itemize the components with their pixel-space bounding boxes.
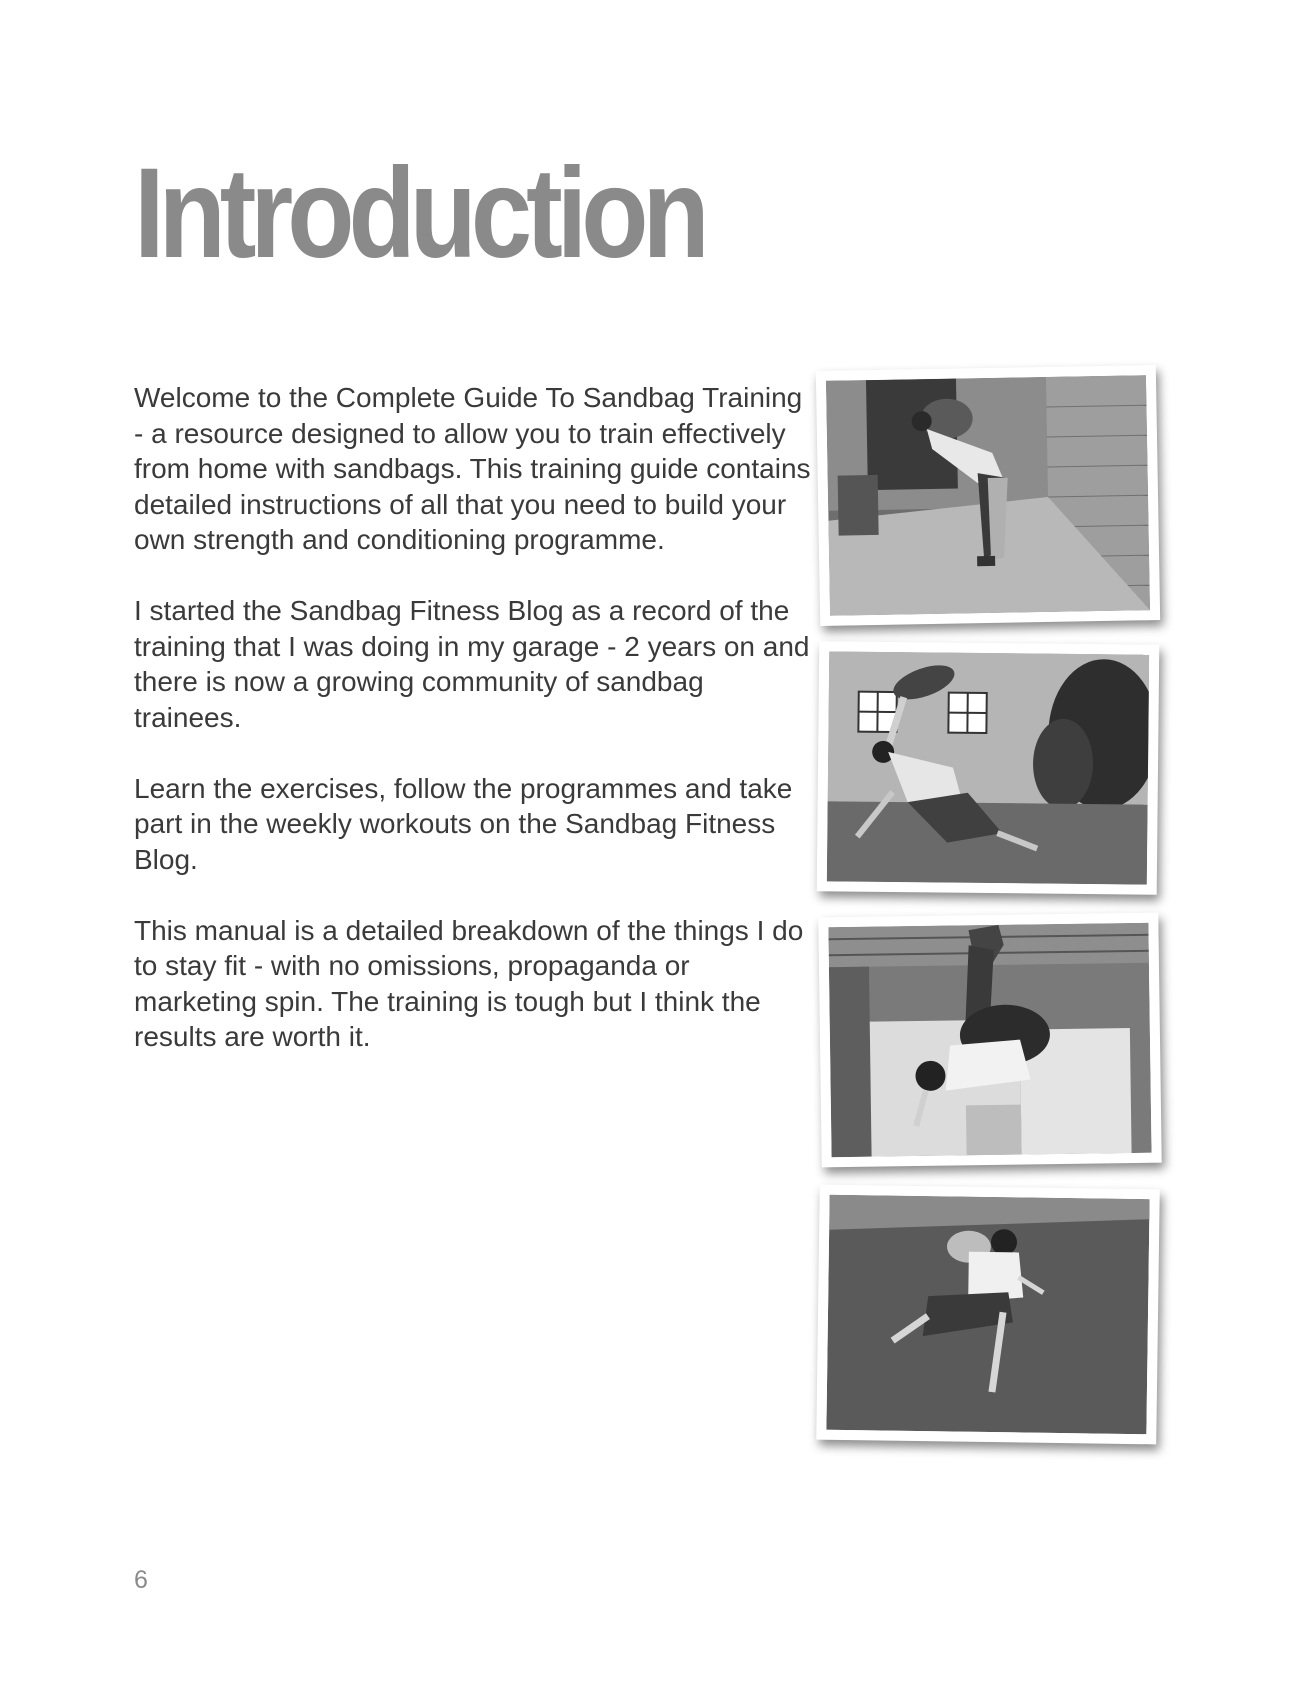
photo-garage-sandbag-bend: [816, 365, 1160, 626]
photo-lawn-sandbag-floor: [816, 1185, 1160, 1445]
photo-lawn-sandbag-floor-image: [826, 1195, 1149, 1434]
photo-garage-sandbag-bend-image: [826, 375, 1150, 616]
photo-garage-handstand-image: [828, 923, 1151, 1157]
page-title: Introduction: [134, 142, 704, 285]
paragraph-welcome: Welcome to the Complete Guide To Sandbag Training - a resource designed to allow you to train effectively from home with sandbags. This training guide contains detailed instructions of all that you need to build your own strength and conditioning programme.: [134, 382, 811, 555]
paragraph-manual: This manual is a detailed breakdown of the things I do to stay fit - with no omissions, propaganda or marketing spin. The training is tough but I think the results are worth it.: [134, 914, 804, 1052]
intro-text: [134, 380, 814, 1090]
photo-lawn-sandbag-press: [817, 641, 1160, 895]
photo-lawn-sandbag-press-image: [827, 651, 1149, 884]
page-number: 6: [134, 1566, 148, 1594]
paragraph-learn: Learn the exercises, follow the programmes and take part in the weekly workouts on the Sandbag Fitness Blog.: [134, 772, 793, 875]
paragraph-blog-history: I started the Sandbag Fitness Blog as a record of the training that I was doing in my garage - 2 years on and there is now a growing community of sandbag trainees.: [134, 595, 810, 733]
photo-garage-handstand: [818, 913, 1161, 1168]
